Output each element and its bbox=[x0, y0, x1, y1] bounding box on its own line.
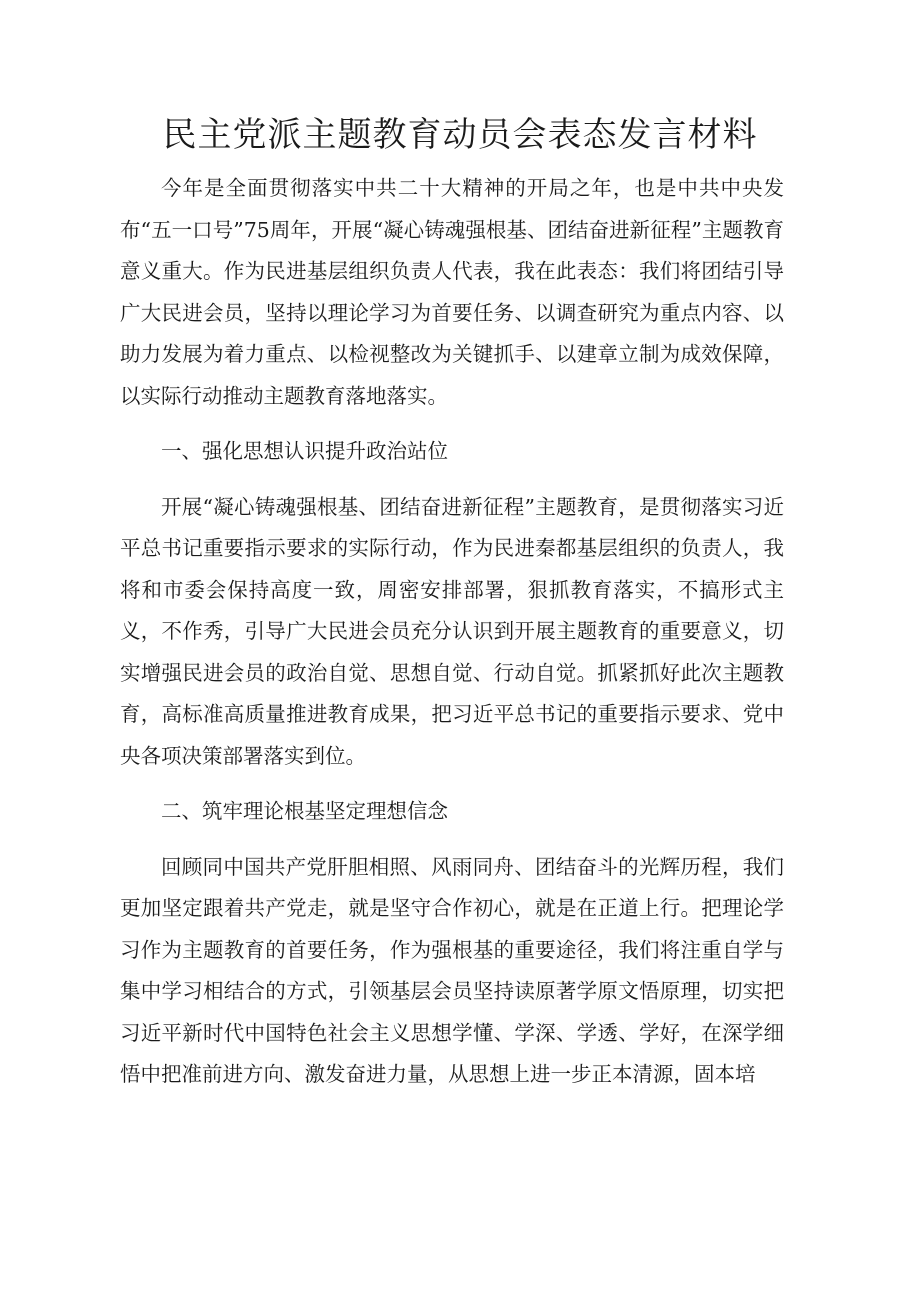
paragraph-spacer bbox=[120, 777, 784, 791]
intro-paragraph: 今年是全面贯彻落实中共二十大精神的开局之年，也是中共中央发布“五一口号”75周年，开展“凝心铸魂强根基、团结奋进新征程”主题教育意义重大。作为民进基层组织负责人代表，我在此表态：我们将团结引导广大民进会员，坚持以理论学习为首要任务、以调查研究为重点内容、以助力发展为着力重点、以检视整改为关键抓手、以建章立制为成效保障，以实际行动推动主题教育落地落实。 bbox=[120, 176, 784, 408]
section-2-paragraph: 回顾同中国共产党肝胆相照、风雨同舟、团结奋斗的光辉历程，我们更加坚定跟着共产党走，就是坚守合作初心，就是在正道上行。把理论学习作为主题教育的首要任务，作为强根基的重要途径，我们将注重自学与集中学习相结合的方式，引领基层会员坚持读原著学原文悟原理，切实把习近平新时代中国特色社会主义思想学懂、学深、学透、学好，在深学细悟中把准前进方向、激发奋进力量，从思想上进一步正本清源，固本培 bbox=[120, 854, 784, 1086]
paragraph-spacer bbox=[120, 473, 784, 487]
paragraph-spacer bbox=[120, 833, 784, 847]
document-title: 民主党派主题教育动员会表态发言材料 bbox=[162, 115, 758, 155]
document-body bbox=[120, 168, 784, 1096]
paragraph-spacer bbox=[120, 417, 784, 431]
section-1-paragraph: 开展“凝心铸魂强根基、团结奋进新征程”主题教育，是贯彻落实习近平总书记重要指示要求的实际行动，作为民进秦都基层组织的负责人，我将和市委会保持高度一致，周密安排部署，狠抓教育落实，不搞形式主义，不作秀，引导广大民进会员充分认识到开展主题教育的重要意义，切实增强民进会员的政治自觉、思想自觉、行动自觉。抓紧抓好此次主题教育，高标准高质量推进教育成果，把习近平总书记的重要指示要求、党中央各项决策部署落实到位。 bbox=[120, 494, 784, 768]
section-2-heading: 二、筑牢理论根基坚定理想信念 bbox=[161, 799, 448, 823]
section-1-heading: 一、强化思想认识提升政治站位 bbox=[161, 439, 448, 463]
